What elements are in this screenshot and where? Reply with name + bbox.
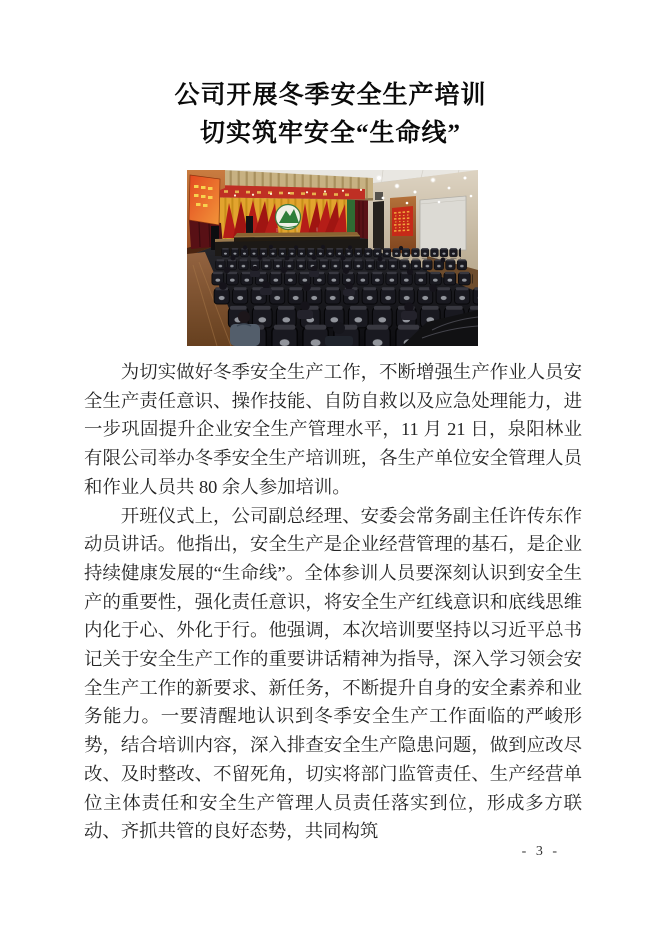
doc-title-line2: 切实筑牢安全“生命线” <box>199 120 461 147</box>
training-photo-illustration <box>187 170 478 346</box>
doc-title <box>0 77 661 153</box>
body-paragraph-2: 开班仪式上，公司副总经理、安委会常务副主任许传东作动员讲话。他指出，安全生产是企业经营管理的基石，是企业持续健康发展的“生命线”。全体参训人员要深刻认识到安全生产的重要性，强化责任意识，将安全生产红线意识和底线思维内化于心、外化于行。他强调，本次培训要坚持以习近平总书记关于安全生产工作的重要讲话精神为指导，深入学习领会安全生产工作的新要求、新任务，不断提升自身的安全素养和业务能力。一要清醒地认识到冬季安全生产工作面临的严峻形势，结合培训内容，深入排查安全生产隐患问题，做到应改尽改、及时整改、不留死角，切实将部门监管责任、生产经营单位主体责任和安全生产管理人员责任落实到位，形成多方联动、齐抓共管的良好态势，共同构筑 <box>84 505 582 842</box>
doc-title-line1: 公司开展冬季安全生产培训 <box>174 82 487 109</box>
training-photo <box>187 170 478 346</box>
document-body <box>84 358 582 846</box>
body-paragraph-1: 为切实做好冬季安全生产工作，不断增强生产作业人员安全生产责任意识、操作技能、自防自救以及应急处理能力，进一步巩固提升企业安全生产管理水平，11 月 21 日，泉阳林业有限公司举办冬季安全生产培训班，各生产单位安全管理人员和作业人员共 80 余人参加培训。 <box>84 362 582 497</box>
page-number: - 3 - <box>521 844 560 859</box>
